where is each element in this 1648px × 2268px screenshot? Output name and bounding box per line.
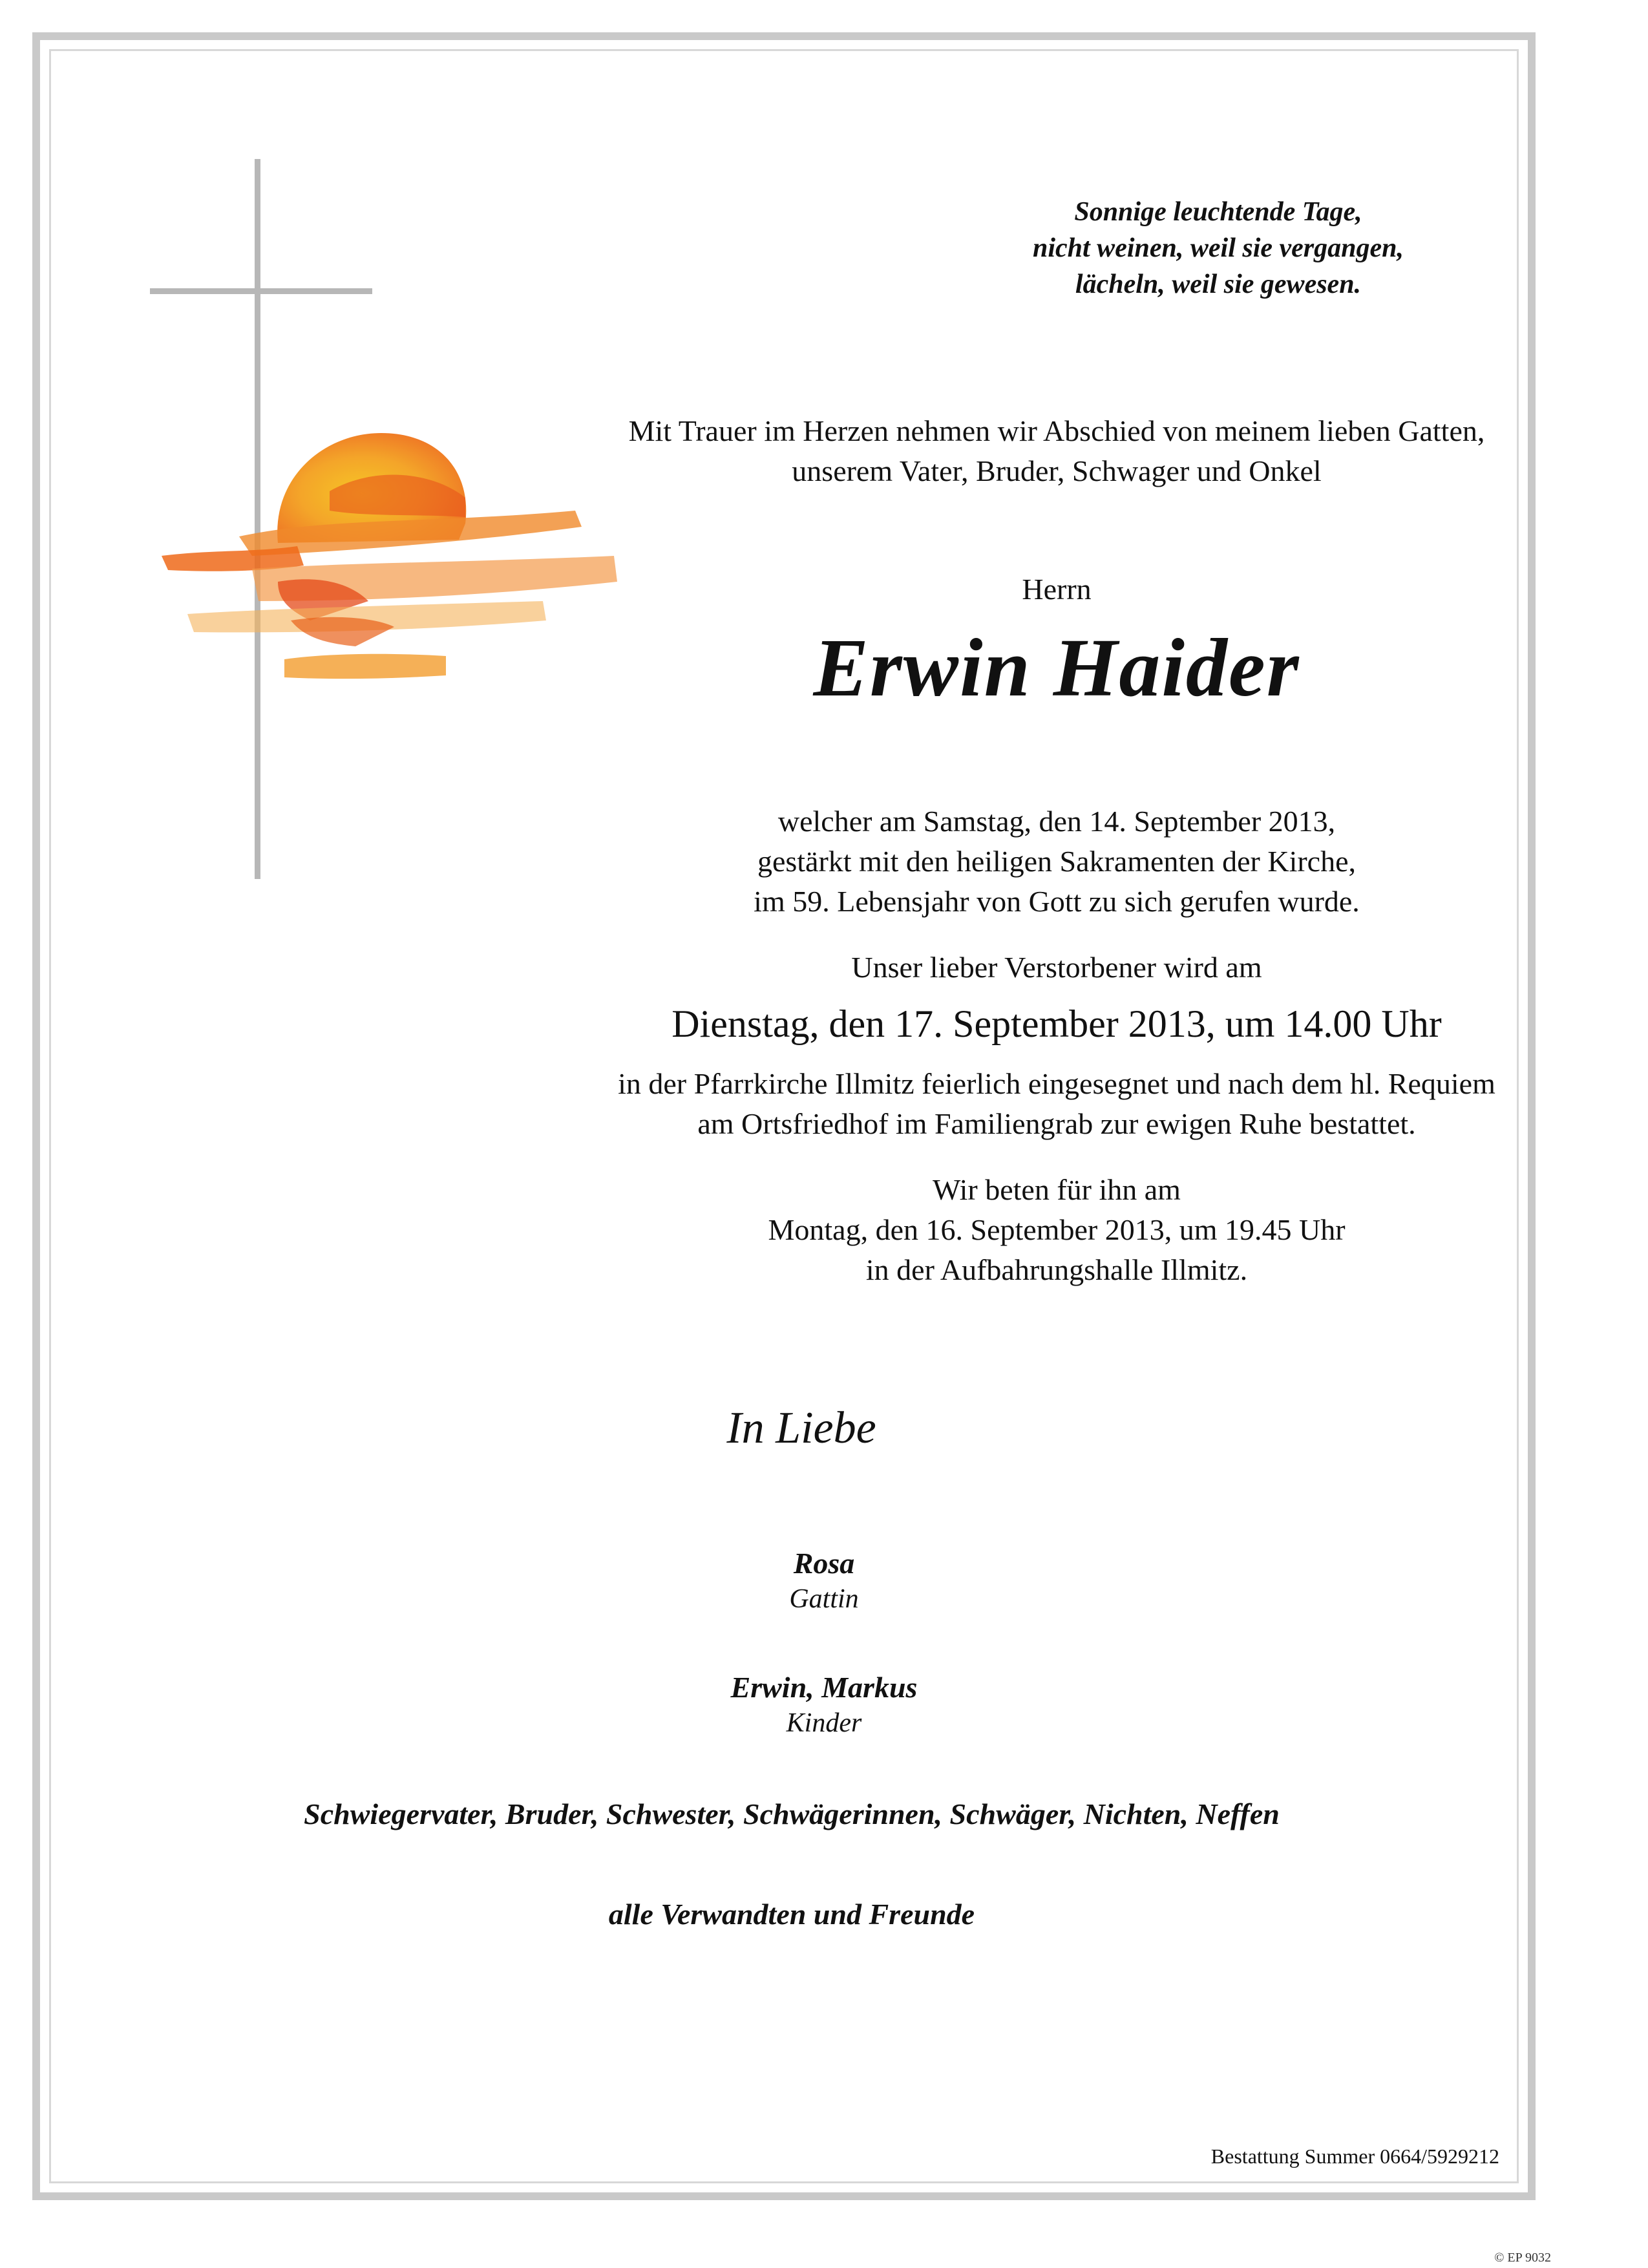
in-love-heading: In Liebe (726, 1403, 876, 1453)
intro-line: Mit Trauer im Herzen nehmen wir Abschied von meinem lieben Gatten, (628, 414, 1485, 447)
deceased-name: Erwin Haider (813, 622, 1300, 714)
quote-line: Sonnige leuchtende Tage, (1074, 197, 1362, 227)
mourner-name: Rosa (793, 1547, 855, 1580)
salutation: Herrn (1022, 573, 1092, 606)
death-notice-line: gestärkt mit den heiligen Sakramenten der Kirche, (757, 845, 1357, 878)
friends-line: alle Verwandten und Freunde (608, 1898, 975, 1931)
mourner-role: Kinder (786, 1708, 862, 1738)
prayer-block (375, 1170, 1648, 1290)
relatives-line: Schwiegervater, Bruder, Schwester, Schwägerinnen, Schwäger, Nichten, Neffen (304, 1797, 1280, 1830)
intro-text (375, 411, 1648, 491)
funeral-home-imprint: Bestattung Summer 0664/5929212 (1210, 2145, 1499, 2168)
quote-line: lächeln, weil sie gewesen. (1075, 270, 1362, 299)
funeral-line: am Ortsfriedhof im Familiengrab zur ewigen Ruhe bestattet. (697, 1107, 1416, 1140)
quote-line: nicht weinen, weil sie vergangen, (1032, 233, 1404, 263)
funeral-details (375, 1064, 1648, 1144)
prayer-line: in der Aufbahrungshalle Illmitz. (865, 1253, 1248, 1286)
death-notice (375, 801, 1648, 922)
death-notice-line: im 59. Lebensjahr von Gott zu sich gerufen wurde. (754, 885, 1360, 918)
mourner-name: Erwin, Markus (730, 1671, 918, 1704)
quote-block (853, 194, 1583, 302)
prayer-line: Montag, den 16. September 2013, um 19.45 Uhr (768, 1213, 1346, 1246)
funeral-line: in der Pfarrkirche Illmitz feierlich eingesegnet und nach dem hl. Requiem (618, 1067, 1495, 1100)
intro-line: unserem Vater, Bruder, Schwager und Onkel (792, 454, 1322, 487)
funeral-intro: Unser lieber Verstorbener wird am (851, 951, 1262, 984)
funeral-date: Dienstag, den 17. September 2013, um 14.00 Uhr (671, 1002, 1442, 1045)
prayer-line: Wir beten für ihn am (933, 1173, 1181, 1206)
death-notice-line: welcher am Samstag, den 14. September 2013, (777, 805, 1336, 838)
template-code: © EP 9032 (1494, 2251, 1551, 2265)
cross-icon-horizontal (150, 288, 372, 294)
mourner-role: Gattin (789, 1584, 859, 1614)
